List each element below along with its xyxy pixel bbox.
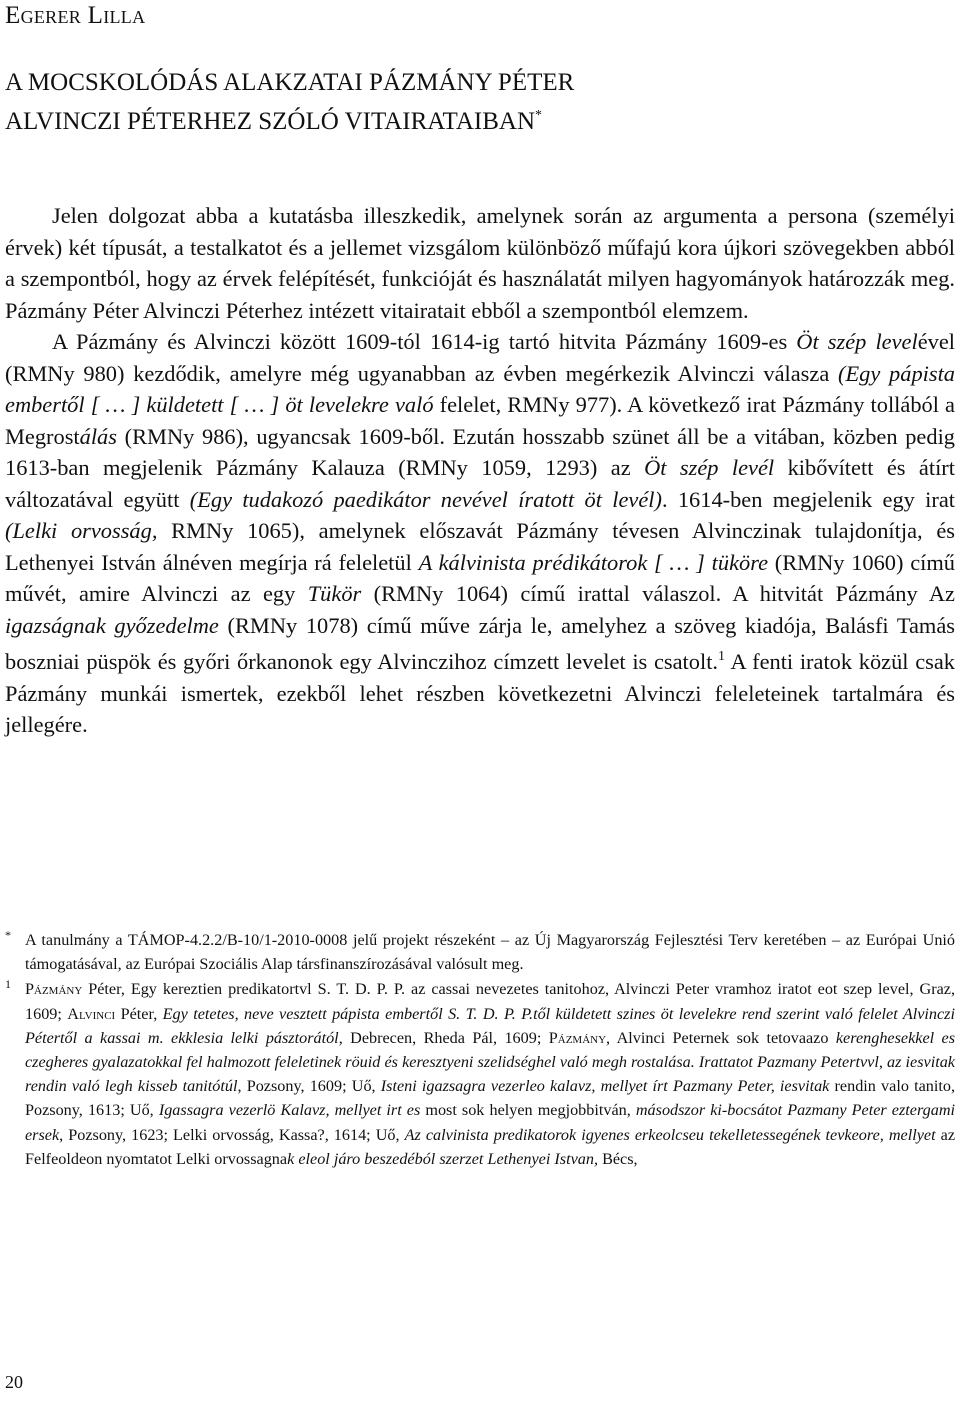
title-line-2-text: ALVINCZI PÉTERHEZ SZÓLÓ VITAIRATAIBAN — [5, 108, 535, 135]
page-number: 20 — [5, 1372, 23, 1392]
fn1-span: , Pozsony, 1623; Lelki orvosság, Kassa?, 1614; Uő, — [59, 1125, 405, 1144]
title-footnote-mark: * — [535, 108, 542, 123]
p2-span: (RMNy 1078) című műve zárja le, amelyhez a szöveg kiadója, Balásfi Tamás boszniai püspök és győri őrkanonok egy Alvinczihoz címzett levelet is csatolt. — [5, 612, 955, 674]
p2-italic: álás — [79, 423, 117, 449]
p2-italic: A kálvinista prédikátorok [ … ] tüköre — [418, 549, 769, 575]
p2-italic: Öt szép level — [796, 329, 918, 354]
fn1-span: Péter, — [115, 1004, 163, 1023]
fn1-author: Pázmány — [25, 980, 83, 999]
fn1-italic: Igassagra vezerlö Kalavz, mellyet irt es — [158, 1101, 421, 1120]
p2-italic: (Egy pápista embertől [ … ] küldetett [ … ] öt levelekre való — [5, 360, 955, 417]
p2-italic: (Egy tudakozó paedikátor nevével íratott öt levél) — [189, 486, 662, 512]
footnote-1 — [5, 977, 955, 1171]
fn1-span: az Felfeoldeon nyomtatot Lelki orvossagna — [25, 1125, 956, 1168]
title-line-2 — [5, 99, 574, 138]
p2-italic: Öt szép levél — [644, 455, 775, 480]
p2-span: RMNy 1065), amelynek előszavát Pázmány tévesen Alvinczinak tulajdonítja, és Lethenyei István álnéven megírja rá feleletül — [5, 518, 955, 575]
p2-span: A Pázmány és Alvinczi között 1609-tól 1614-ig tartó hitvita Pázmány 1609-es — [52, 329, 797, 354]
footnotes — [5, 928, 955, 1171]
footnote-1-mark: 1 — [5, 977, 11, 992]
footnote-star-text: A tanulmány a TÁMOP-4.2.2/B-10/1-2010-0008 jelű projekt részeként – az Új Magyarország Fejlesztési Terv keretében – az Európai Unió támogatásával, az Európai Szociális Alap társfinanszírozásával valósult meg. — [25, 931, 955, 974]
fn1-span: rendin valo tanito, Pozsony, 1613; Uő, — [25, 1077, 956, 1120]
fn1-italic: Egy tetetes, neve vesztett pápista embertől S. T. D. P. P.től küldetett szines öt levelekre rend szerint való felelet Alvinczi Pétertől a kassai m. ekklesia lelki pásztorától — [25, 1004, 955, 1047]
footnote-star-mark: * — [5, 928, 11, 942]
author-name: Egerer Lilla — [5, 2, 146, 29]
fn1-span: , Debrecen, Rheda Pál, 1609; — [338, 1028, 549, 1047]
fn1-span: Bécs, — [598, 1149, 638, 1168]
article-title — [5, 66, 574, 138]
p2-italic: igazságnak győzedelme — [5, 612, 219, 638]
fn1-italic: k eleol járo beszedéból szerzet Lethenyei Istvan, — [287, 1149, 599, 1168]
fn1-italic: másodszor ki-bocsátot Pazmany Peter eztergami ersek — [25, 1101, 956, 1144]
fn1-italic: Az calvinista predikatorok igyenes erkeolcseu tekelletessegének tevkeore, mellyet — [404, 1125, 936, 1144]
p2-italic: Tükör — [307, 581, 362, 606]
fn1-italic: Isteni igazsagra vezerleo kalavz, mellyet írt Pazmany Peter, iesvitak — [380, 1077, 830, 1096]
fn1-span: , Alvinci Peternek sok tetovaazo — [606, 1028, 836, 1047]
p2-span: felelet, RMNy 977). A következő irat Pázmány tollából a Megrost — [5, 392, 955, 449]
footnote-star — [5, 928, 955, 976]
fn1-span: , Pozsony, 1609; Uő, — [237, 1077, 381, 1096]
fn1-italic: kerenghesekkel es czegheres gyalazatokkal fel halmozott feleletinek röuid és keresztyeni szelidséghel való megh rostalása. Irattatot Pazmany Petertvvl, az iesvitak rendin való legh kisseb tanitótúl — [25, 1028, 956, 1096]
p2-span: . 1614-ben megjelenik egy irat — [661, 486, 955, 512]
article-body — [5, 200, 955, 741]
paragraph-1: Jelen dolgozat abba a kutatásba illeszkedik, amelynek során az argumenta a persona (személyi érvek) két típusát, a testalkatot és a jellemet vizsgálom különböző műfajú kora újkori szövegekben abból a szempontból, hogy az érvek felépítését, funkcióját és használatát milyen hagyományok határozzák meg. Pázmány Péter Alvinczi Péterhez intézett vitairatait ebből a szempontból elemzem. — [5, 203, 955, 323]
p2-span: (RMNy 986), ugyancsak 1609-ből. Ezután hosszabb szünet áll be a vitában, közben pedig 1613-ban megjelenik Pázmány Kalauza (RMNy 1059, 1293) az — [5, 423, 955, 480]
p2-span: ével (RMNy 980) kezdődik, amelyre még ugyanabban az évben megérkezik Alvinczi válasza — [5, 329, 955, 386]
title-line-1: A MOCSKOLÓDÁS ALAKZATAI PÁZMÁNY PÉTER — [5, 69, 575, 96]
p2-italic: (Lelki orvosság, — [5, 518, 158, 543]
fn1-span: Péter, Egy kereztien predikatortvl S. T. D. P. P. az cassai nevezetes tanitohoz, Alvinczi Peter vramhoz iratot eot szep level, Graz, 1609; — [25, 980, 955, 1023]
p2-span: A fenti iratok közül csak Pázmány munkái ismertek, ezekből lehet részben következetni Alvinczi feleleteinek tartalmára és jellegére. — [5, 649, 955, 737]
fn1-span: most sok helyen megjobbitván, — [420, 1101, 636, 1120]
p2-span: (RMNy 1064) című irattal válaszol. A hitvitát Pázmány Az — [361, 581, 955, 606]
fn1-author: Alvinci — [67, 1004, 116, 1023]
p2-span: kibővített és átírt változatával együtt — [5, 455, 955, 512]
fn1-author: Pázmány — [548, 1028, 607, 1047]
paragraph-2 — [5, 326, 955, 741]
footnote-ref-1[interactable]: 1 — [718, 649, 726, 664]
p2-span: (RMNy 1060) című művét, amire Alvinczi az egy — [5, 549, 955, 606]
